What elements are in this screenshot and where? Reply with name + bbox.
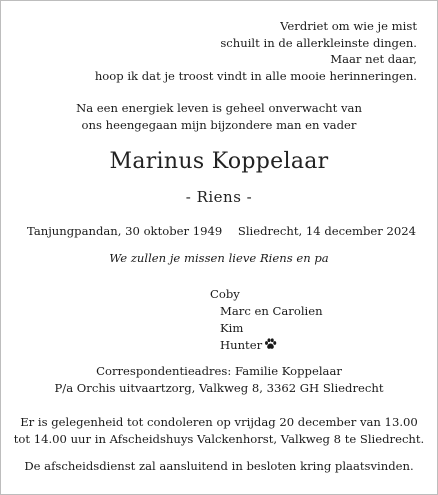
family-child-with-pet	[210, 337, 323, 354]
deceased-name: Marinus Koppelaar	[109, 149, 329, 174]
correspondence-line: P/a Orchis uitvaartzorg, Valkweg 8, 3362 GH Sliedrecht	[54, 380, 384, 395]
family-child: Hunter	[220, 338, 263, 352]
poem-line: Maar net daar,	[330, 52, 417, 67]
family-wife: Coby	[210, 287, 240, 301]
family-child: Marc en Carolien	[220, 304, 323, 318]
condolence-info	[1, 414, 437, 447]
family-list	[210, 286, 323, 354]
condolence-line: Er is gelegenheid tot condoleren op vrijdag 20 december van 13.00	[20, 415, 418, 429]
poem	[95, 18, 417, 84]
condolence-line: tot 14.00 uur in Afscheidshuys Valckenhorst, Valkweg 8 te Sliedrecht.	[13, 431, 425, 446]
intro-line: ons heengegaan mijn bijzondere man en vader	[81, 117, 357, 132]
poem-line: schuilt in de allerkleinste dingen.	[220, 35, 417, 50]
birth-place-date: Tanjungpandan, 30 oktober 1949	[27, 224, 223, 238]
deceased-nickname: - Riens -	[185, 188, 253, 206]
intro-line: Na een energiek leven is geheel onverwacht van	[76, 101, 362, 115]
farewell-note: De afscheidsdienst zal aansluitend in besloten kring plaatsvinden.	[24, 459, 414, 473]
correspondence-line: Correspondentieadres: Familie Koppelaar	[96, 364, 342, 378]
family-child: Kim	[220, 321, 244, 335]
intro-text	[1, 100, 437, 133]
paw-icon	[264, 338, 277, 350]
poem-line: Verdriet om wie je mist	[280, 19, 417, 33]
tribute-text: We zullen je missen lieve Riens en pa	[109, 251, 329, 265]
correspondence-address	[1, 363, 437, 396]
poem-line: hoop ik dat je troost vindt in alle mooie herinneringen.	[94, 68, 417, 83]
death-place-date: Sliedrecht, 14 december 2024	[237, 224, 416, 238]
